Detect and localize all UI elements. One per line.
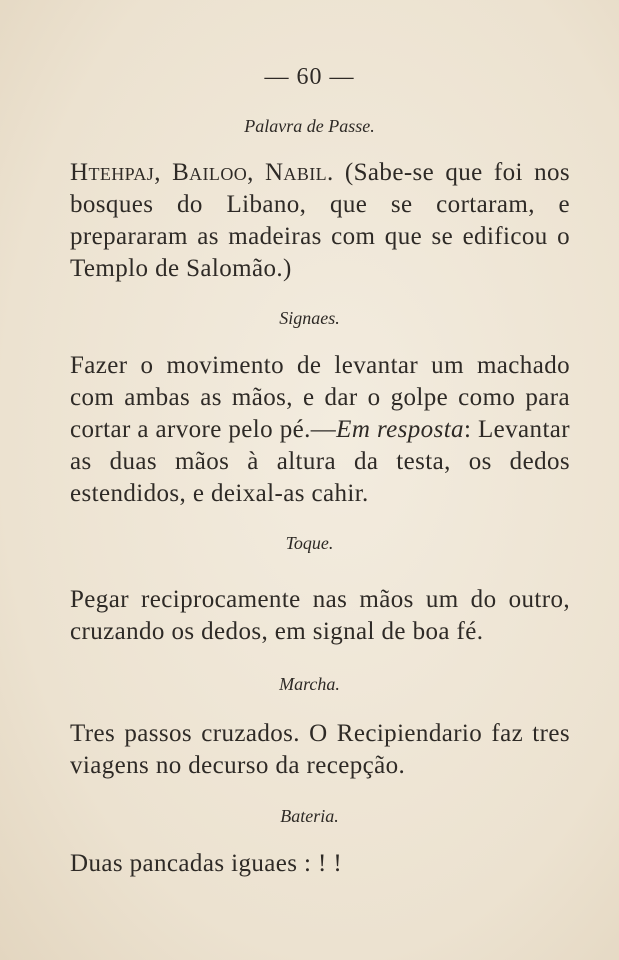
page-number: — 60 —	[264, 64, 355, 90]
heading-bateria: Bateria.	[280, 806, 339, 826]
paragraph-signaes	[70, 350, 570, 510]
signs-text-part-1: Fazer o movimento de levantar um machado com ambas as mãos, e dar o golpe como para cortar a arvore pelo pé.—	[70, 352, 570, 443]
password-explanation: (Sabe-se que foi nos bosques do Libano, que se cortaram, e prepararam as madeiras com que se edificou o Templo de Salomão.)	[70, 159, 570, 282]
heading-toque: Toque.	[285, 533, 334, 553]
heading-palavra-de-passe: Palavra de Passe.	[244, 116, 375, 136]
paragraph-toque: Pegar reciprocamente nas mãos um do outro, cruzando os dedos, em signal de boa fé.	[70, 586, 570, 645]
heading-marcha: Marcha.	[279, 674, 340, 694]
paragraph-bateria: Duas pancadas iguaes : ! !	[70, 850, 343, 877]
paragraph-palavra-de-passe	[70, 157, 570, 285]
signs-response-label: Em resposta	[336, 416, 464, 443]
signs-text-part-2: : Levantar as duas mãos à altura da testa, os dedos estendidos, e deixal-as cahir.	[70, 416, 571, 507]
paragraph-marcha: Tres passos cruzados. O Recipiendario faz tres viagens no decurso da recepção.	[70, 720, 570, 779]
heading-signaes: Signaes.	[279, 308, 340, 328]
password-names: Htehpaj, Bailoo, Nabil.	[70, 159, 334, 186]
